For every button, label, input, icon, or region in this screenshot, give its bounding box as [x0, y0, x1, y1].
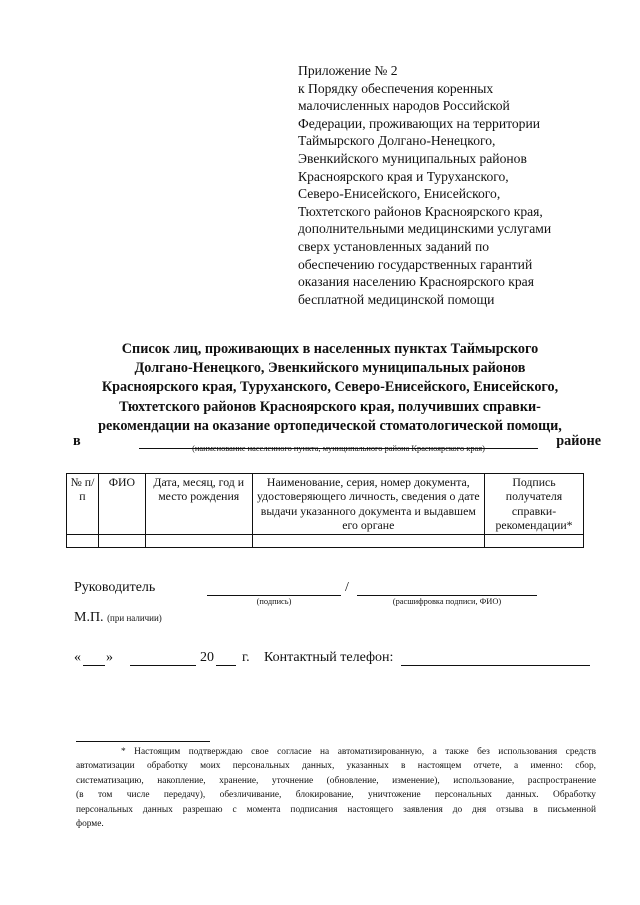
appendix-line: к Порядку обеспечения коренных: [298, 80, 494, 96]
title-line: Тюхтетского районов Красноярского края, получивших справки-: [119, 398, 541, 415]
title-line: Долгано-Ненецкого, Эвенкийского муниципальных районов: [134, 360, 526, 377]
phone-label: Контактный телефон:: [264, 650, 394, 665]
title-line: рекомендации на оказание ортопедической стоматологической помощи,: [98, 417, 562, 434]
appendix-line: Эвенкийского муниципальных районов: [298, 150, 527, 166]
footnote-line: * Настоящим подтверждаю свое согласие на автоматизированную, а также без использования средств: [121, 747, 596, 757]
table-header-row: [67, 474, 584, 535]
day-fill-line[interactable]: [83, 665, 105, 666]
decode-fill-line[interactable]: [357, 595, 537, 596]
footnote-line: (в том числе передачу), обезличивание, блокирование, уничтожение персональных данных. Обработку: [76, 790, 596, 801]
signature-hint: (подпись): [256, 597, 292, 606]
date-phone-row: [74, 650, 594, 672]
table-cell[interactable]: [252, 535, 484, 548]
recipients-table: [66, 473, 584, 548]
column-header-document: Наименование, серия, номер документа, удостоверяющего личность, сведения о дате выдачи указанного документа и выдавшем его органе: [252, 474, 484, 535]
locality-suffix: районе: [556, 433, 601, 449]
quote-close: »: [106, 650, 113, 665]
footnote: [76, 745, 596, 831]
appendix-line: обеспечению государственных гарантий: [298, 256, 533, 272]
appendix-line: Северо-Енисейского, Енисейского,: [298, 186, 501, 202]
stamp-label: М.П.: [74, 610, 104, 625]
table-row: [67, 535, 584, 548]
year-suffix: г.: [242, 650, 250, 665]
signature-slash: /: [345, 580, 349, 595]
stamp-line: [74, 610, 162, 626]
column-header-name: ФИО: [98, 474, 145, 535]
table-cell[interactable]: [98, 535, 145, 548]
appendix-line: Таймырского Долгано-Ненецкого,: [298, 133, 496, 149]
locality-prefix: в: [73, 433, 81, 449]
signature-row: [74, 580, 604, 610]
footnote-line: персональных данных разрешаю с момента подписания настоящего заявления до дня отзыва в письменной: [76, 804, 596, 815]
appendix-line: дополнительными медицинскими услугами: [298, 221, 552, 237]
year-prefix: 20: [200, 650, 214, 665]
appendix-line: Красноярского края и Туруханского,: [298, 168, 509, 184]
document-title: [60, 340, 600, 436]
appendix-block: [298, 62, 598, 308]
column-header-signature: Подпись получателя справки-рекомендации*: [485, 474, 584, 535]
decode-hint: (расшифровка подписи, ФИО): [392, 597, 502, 606]
month-fill-line[interactable]: [130, 665, 196, 666]
footnote-line: форме.: [76, 819, 104, 830]
manager-label: Руководитель: [74, 580, 156, 595]
appendix-line: Приложение № 2: [298, 63, 398, 78]
title-line: Список лиц, проживающих в населенных пунктах Таймырского: [121, 341, 539, 357]
appendix-line: Федерации, проживающих на территории: [298, 115, 541, 131]
appendix-line: сверх установленных заданий по: [298, 238, 490, 254]
table-cell[interactable]: [485, 535, 584, 548]
stamp-note: (при наличии): [107, 613, 162, 623]
footnote-line: систематизацию, накопление, хранение, уточнение (обновление, изменение), использование, распространение: [76, 775, 596, 786]
phone-fill-line[interactable]: [401, 665, 590, 666]
signature-fill-line[interactable]: [207, 595, 341, 596]
appendix-line: бесплатной медицинской помощи: [298, 291, 495, 307]
title-line: Красноярского края, Туруханского, Северо-Енисейского, Енисейского,: [101, 379, 559, 396]
footnote-line: автоматизации обработку моих персональных данных, указанных в настоящем отчете, а именно: сбор,: [76, 761, 596, 772]
year-fill-line[interactable]: [216, 665, 236, 666]
table-cell[interactable]: [145, 535, 252, 548]
footnote-separator: [76, 741, 210, 742]
appendix-line: малочисленных народов Российской: [298, 98, 510, 114]
table-cell[interactable]: [67, 535, 99, 548]
quote-open: «: [74, 650, 81, 665]
appendix-line: оказания населению Красноярского края: [298, 274, 534, 290]
column-header-number: № п/п: [67, 474, 99, 535]
locality-hint: (наименование населенного пункта, муниципального района Красноярского края): [192, 444, 485, 453]
appendix-line: Тюхтетского районов Красноярского края,: [298, 203, 543, 219]
column-header-birth: Дата, месяц, год и место рождения: [145, 474, 252, 535]
